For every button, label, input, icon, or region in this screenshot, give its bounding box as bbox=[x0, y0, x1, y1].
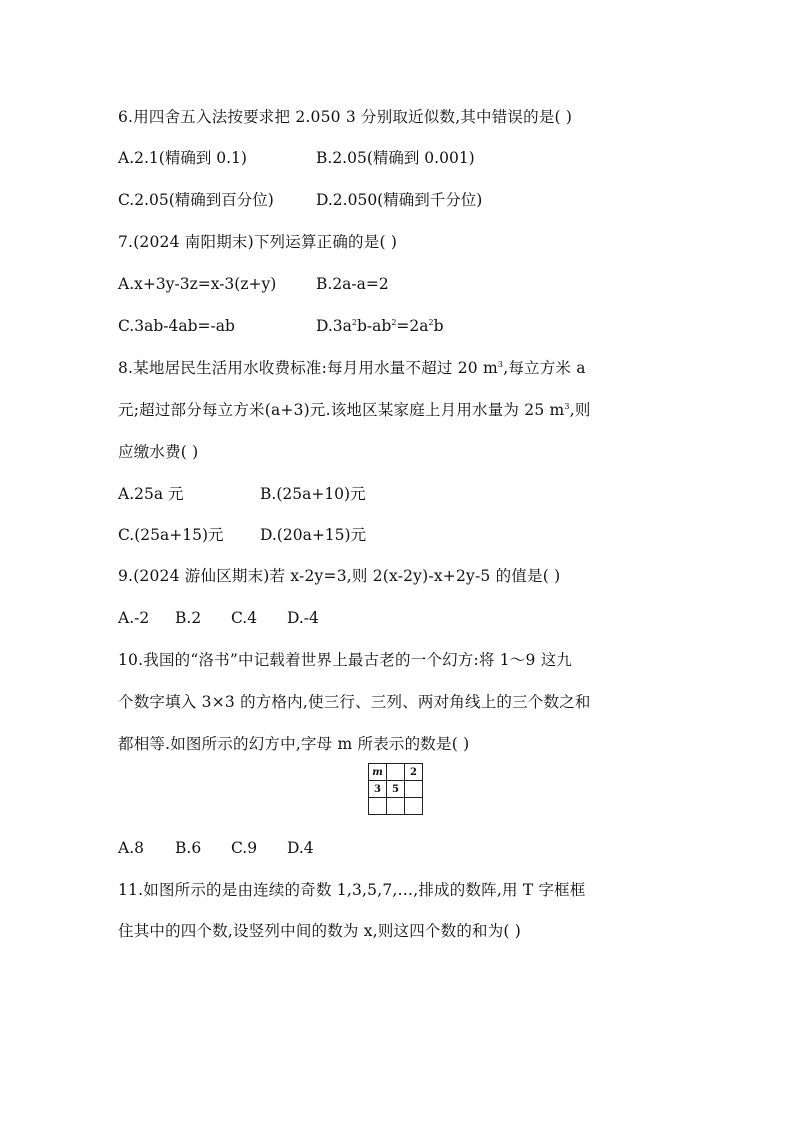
grid-cell bbox=[387, 764, 405, 781]
grid-row bbox=[369, 781, 423, 798]
q10-option-b: B.6 bbox=[175, 839, 202, 857]
q9-stem: 9.(2024 游仙区期末)若 x-2y=3,则 2(x-2y)-x+2y-5 的值是( ) bbox=[118, 567, 561, 585]
q10-stem-line-2: 个数字填入 3×3 的方格内,使三行、三列、两对角线上的三个数之和 bbox=[118, 693, 591, 711]
q7-option-b: B.2a-a=2 bbox=[316, 275, 389, 293]
q8-option-c: C.(25a+15)元 bbox=[118, 526, 224, 544]
q7-option-c: C.3ab-4ab=-ab bbox=[118, 317, 235, 335]
q8-option-d: D.(20a+15)元 bbox=[260, 526, 367, 544]
grid-cell bbox=[405, 781, 423, 798]
grid-row bbox=[369, 798, 423, 815]
grid-row bbox=[369, 764, 423, 781]
q7-option-a: A.x+3y-3z=x-3(z+y) bbox=[118, 275, 277, 293]
q10-option-c: C.9 bbox=[231, 839, 258, 857]
q6-stem: 6.用四舍五入法按要求把 2.050 3 分别取近似数,其中错误的是( ) bbox=[118, 108, 573, 126]
grid-cell bbox=[369, 798, 387, 815]
q10-option-d: D.4 bbox=[287, 839, 314, 857]
q6-option-c: C.2.05(精确到百分位) bbox=[118, 191, 274, 209]
grid-cell bbox=[405, 798, 423, 815]
q10-option-a: A.8 bbox=[118, 839, 144, 857]
q9-option-c: C.4 bbox=[231, 609, 258, 627]
q10-stem-line-3: 都相等.如图所示的幻方中,字母 m 所表示的数是( ) bbox=[118, 735, 470, 753]
q6-option-b: B.2.05(精确到 0.001) bbox=[316, 149, 475, 167]
q6-option-d: D.2.050(精确到千分位) bbox=[316, 191, 483, 209]
q11-stem-line-2: 住其中的四个数,设竖列中间的数为 x,则这四个数的和为( ) bbox=[118, 922, 522, 940]
grid-cell bbox=[387, 798, 405, 815]
grid-cell: 3 bbox=[369, 781, 387, 798]
q8-stem-line-3: 应缴水费( ) bbox=[118, 443, 199, 461]
q9-option-a: A.-2 bbox=[118, 609, 150, 627]
q7-option-d: $D.3a^2b-ab^2=2a^2b$ bbox=[316, 317, 444, 335]
q8-stem-line-1: 8.某地居民生活用水收费标准:每月用水量不超过 20 $m^3$,每立方米 a bbox=[118, 359, 586, 377]
q8-option-b: B.(25a+10)元 bbox=[260, 485, 366, 503]
q9-option-b: B.2 bbox=[175, 609, 202, 627]
q8-option-a: A.25a 元 bbox=[118, 485, 184, 503]
q10-stem-line-1: 10.我国的“洛书”中记载着世界上最古老的一个幻方:将 1～9 这九 bbox=[118, 651, 573, 669]
q7-stem: 7.(2024 南阳期末)下列运算正确的是( ) bbox=[118, 233, 398, 251]
q11-stem-line-1: 11.如图所示的是由连续的奇数 1,3,5,7,…,排成的数阵,用 T 字框框 bbox=[118, 881, 586, 899]
magic-square-grid bbox=[368, 763, 423, 815]
q6-option-a: A.2.1(精确到 0.1) bbox=[118, 149, 247, 167]
grid-cell: 5 bbox=[387, 781, 405, 798]
q9-option-d: D.-4 bbox=[287, 609, 319, 627]
grid-cell: 2 bbox=[405, 764, 423, 781]
q8-stem-line-2: 元;超过部分每立方米(a+3)元.该地区某家庭上月用水量为 25 $m^3$,则 bbox=[118, 401, 591, 419]
grid-cell: m bbox=[369, 764, 387, 781]
